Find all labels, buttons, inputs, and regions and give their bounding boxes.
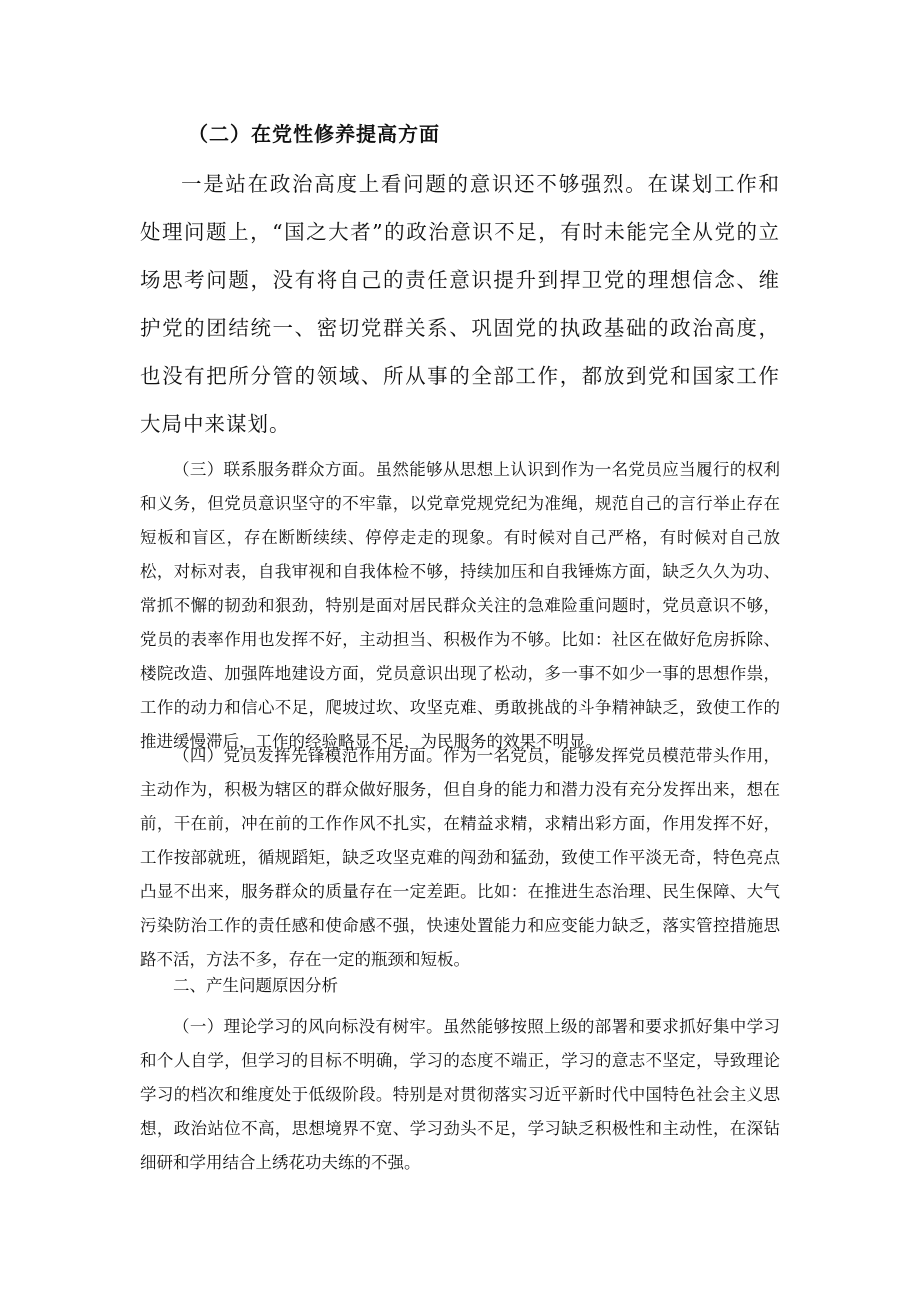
section-title: （二）在党性修养提高方面 xyxy=(188,122,440,146)
paragraph-theory-study: （一）理论学习的风向标没有树牢。虽然能够按照上级的部署和要求抓好集中学习和个人自学，但学习的目标不明确，学习的态度不端正，学习的意志不坚定，导致理论学习的档次和维度处于低级阶段。特别是对贯彻落实习近平新时代中国特色社会主义思想，政治站位不高，思想境界不宽、学习劲头不足，学习缺乏积极性和主动性，在深钻细研和学用结合上绣花功夫练的不强。 xyxy=(140,1017,780,1172)
heading-cause-analysis: 二、产生问题原因分析 xyxy=(173,976,338,995)
paragraph-political-awareness: 一是站在政治高度上看问题的意识还不够强烈。在谋划工作和处理问题上，“国之大者”的政治意识不足，有时未能完全从党的立场思考问题，没有将自己的责任意识提升到捍卫党的理想信念、维护党的团结统一、密切党群关系、巩固党的执政基础的政治高度，也没有把所分管的领域、所从事的全部工作，都放到党和国家工作大局中来谋划。 xyxy=(140,172,780,436)
paragraph-vanguard-role: （四）党员发挥先锋模范作用方面。作为一名党员，能够发挥党员模范带头作用，主动作为，积极为辖区的群众做好服务，但自身的能力和潜力没有充分发挥出来，想在前，干在前，冲在前的工作作风不扎实，在精益求精，求精出彩方面，作用发挥不好，工作按部就班，循规蹈矩，缺乏攻坚克难的闯劲和猛劲，致使工作平淡无奇，特色亮点凸显不出来，服务群众的质量存在一定差距。比如：在推进生态治理、民生保障、大气污染防治工作的责任感和使命感不强，快速处置能力和应变能力缺乏，落实管控措施思路不活，方法不多，存在一定的瓶颈和短板。 xyxy=(140,746,780,969)
paragraph-serving-masses: （三）联系服务群众方面。虽然能够从思想上认识到作为一名党员应当履行的权利和义务，但党员意识坚守的不牢靠，以党章党规党纪为准绳，规范自己的言行举止存在短板和盲区，存在断断续续、停停走走的现象。有时候对自己严格，有时候对自己放松，对标对表，自我审视和自我体检不够，持续加压和自我锤炼方面，缺乏久久为功、常抓不懈的韧劲和狠劲，特别是面对居民群众关注的急难险重问题时，党员意识不够，党员的表率作用也发挥不好，主动担当、积极作为不够。比如：社区在做好危房拆除、楼院改造、加强阵地建设方面，党员意识出现了松动，多一事不如少一事的思想作祟，工作的动力和信心不足，爬坡过坎、攻坚克难、勇敢挑战的斗争精神缺乏，致使工作的推进缓慢滞后，工作的经验略显不足，为民服务的效果不明显。 xyxy=(140,460,780,751)
